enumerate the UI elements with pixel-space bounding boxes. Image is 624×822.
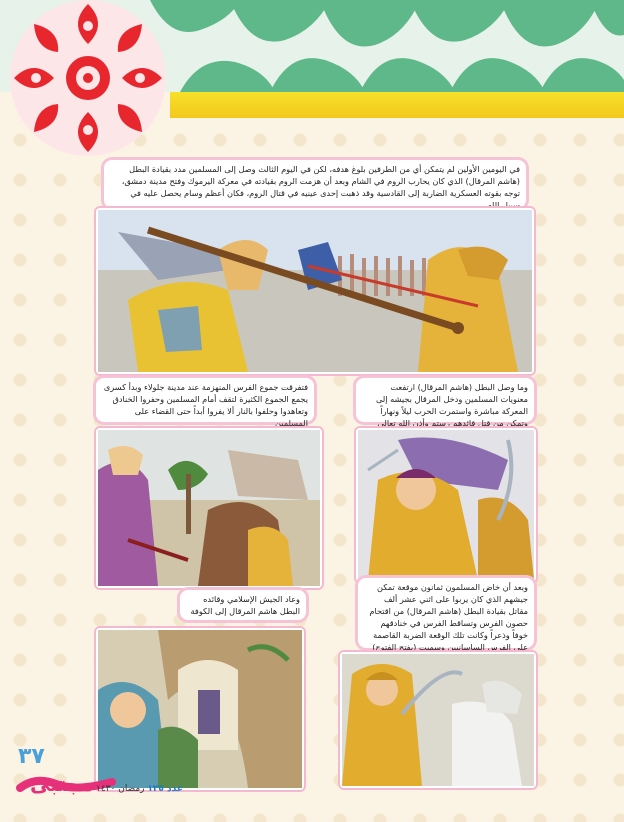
caption-return <box>180 590 306 620</box>
caption-arrival <box>356 378 534 428</box>
caption-intro-text: في اليومين الأولين لم يتمكن أي من الطرفين بلوغ هدفه، لكن في اليوم الثالث وصل إلى المسلمين مدد بقيادة البطل (هاشم المرقال) الذي كان يحارب الروم في الشام وبعد أن هزمت الروم بقيادته في معركة اليرموك وفتح مدينة دمشق، توجه بقوته العسكرية الضاربة إلى القادسية وقد ذهبت إحدى عينيه في قتال الروم، فكان أعظم وسام يحصل عليه في سبيل الله <box>121 164 520 210</box>
magazine-name: مجتبى <box>30 772 94 796</box>
battle-spears-illustration <box>98 210 532 372</box>
caption-jalula <box>96 378 314 428</box>
caption-victory <box>358 578 534 652</box>
panel-battle-spears <box>96 208 534 374</box>
panel-return-kufa <box>96 628 304 790</box>
issue-info <box>96 784 183 794</box>
page-number: ٣٧ <box>18 744 45 769</box>
warrior-sword-illustration <box>358 430 534 580</box>
persian-army-illustration <box>98 430 320 586</box>
return-kufa-illustration <box>98 630 302 788</box>
caption-jalula-text: فتفرقت جموع الفرس المنهزمة عند مدينة جلولاء وبدأ كسرى يجمع الجموع الكثيرة لتقف أمام المسلمين وحفروا الخنادق وتعاهدوا وحلفوا بالنار ألا يفروا أبداً حتى القضاء على المسلمين <box>103 382 308 428</box>
red-flower-ornament <box>0 0 180 170</box>
issue-month: رمضان ١٤٣٠ <box>96 784 145 794</box>
caption-return-text: وعاد الجيش الإسلامي وقائده البطل هاشم المرقال إلى الكوفة <box>190 594 300 616</box>
panel-warrior-sword <box>356 428 536 582</box>
sword-fighter-illustration <box>342 654 534 786</box>
panel-persian-army <box>96 428 322 588</box>
yellow-stripe <box>170 92 624 118</box>
caption-arrival-text: وما وصل البطل (هاشم المرقال) ارتفعت معنويات المسلمين ودخل المرقال بجيشه إلى المعركة مباشرة واستمرت الحرب ليلاً ونهاراً وتمكن من قتل قائدهم رستم وأذن الله تعالى <box>375 382 528 428</box>
panel-sword-fighter <box>340 652 536 788</box>
issue-label: عدد ١٢٥ <box>147 784 183 794</box>
caption-victory-text: وبعد أن خاض المسلمون ثمانون موقعة تمكن جيشهم الذي كان يربوا على اثني عشر ألف مقاتل بقيادة البطل (هاشم المرقال) من اقتحام حصون الفرس وتساقط الفرس في خنادقهم خوفاً وذعراً وكانت تلك الوقعة الضربة القاصمة على الفرس الساسانيين وسميت (بفتح الفتوح) <box>369 582 528 652</box>
caption-intro <box>104 160 526 208</box>
